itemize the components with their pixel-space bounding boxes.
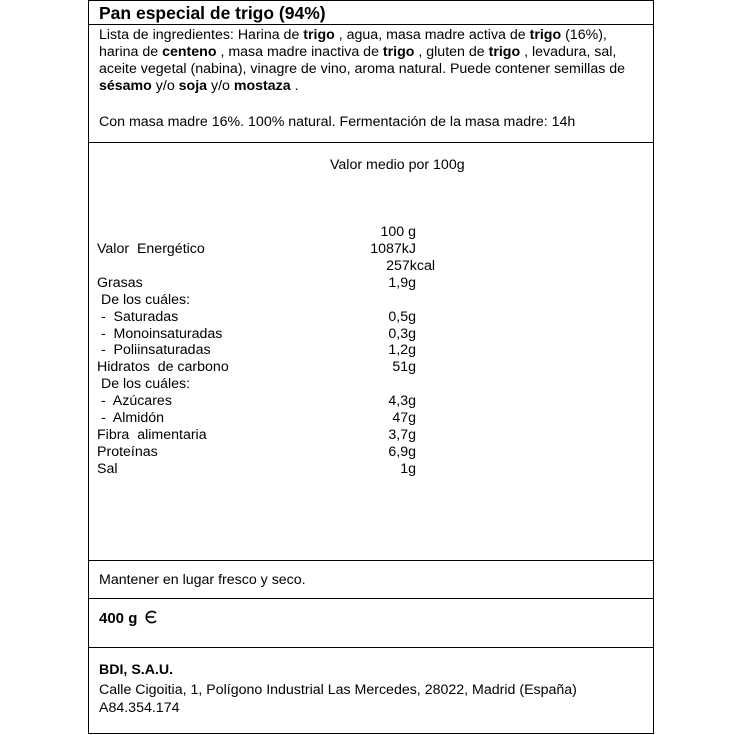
nutrient-value: 1,2g — [388, 342, 416, 359]
nutrient-label: - Saturadas — [97, 308, 179, 325]
nutrient-label: Grasas — [97, 274, 143, 291]
nutrient-label: Proteínas — [97, 443, 158, 460]
ingredient-text: Lista de ingredientes: Harina de — [99, 27, 304, 43]
allergen-text: trigo — [488, 44, 521, 60]
ingredient-text: y/o — [151, 78, 179, 94]
ingredient-text: , gluten de — [414, 44, 489, 60]
net-weight-value: 400 g — [99, 610, 138, 627]
divider — [88, 647, 654, 648]
divider — [88, 560, 654, 561]
nutrient-value: 4,3g — [388, 393, 416, 410]
nutrient-label: - Poliinsaturadas — [97, 342, 211, 359]
nutrient-label: Hidratos de carbono — [97, 359, 229, 376]
allergen-text: centeno — [162, 44, 217, 60]
nutrient-value: 51g — [392, 359, 416, 376]
nutrient-label: De los cuáles: — [97, 291, 191, 308]
divider — [88, 598, 654, 599]
net-weight — [99, 610, 159, 627]
nutrient-value: 0,3g — [388, 325, 416, 342]
nutrient-label: Fibra alimentaria — [97, 426, 207, 443]
nutrient-label: Valor Energético — [97, 241, 205, 257]
estimated-sign-icon — [143, 610, 159, 624]
nutrient-label: - Monoinsaturadas — [97, 325, 223, 342]
allergen-text: soja — [178, 78, 208, 94]
ingredient-text: , masa madre inactiva de — [216, 44, 383, 60]
company-cif: A84.354.174 — [99, 700, 180, 716]
product-title: Pan especial de trigo (94%) — [99, 3, 326, 23]
ingredients-list — [99, 27, 644, 95]
ingredient-text: , agua, masa madre activa de — [334, 27, 530, 43]
company-name: BDI, S.A.U. — [99, 662, 174, 678]
divider — [88, 142, 654, 143]
allergen-text: trigo — [303, 27, 335, 43]
allergen-text: trigo — [529, 27, 562, 43]
claim-text: Con masa madre 16%. 100% natural. Fermentación de la masa madre: 14h — [99, 114, 576, 130]
nutrient-value: 257kcal — [386, 257, 435, 274]
nutrient-value: 1087kJ — [370, 241, 416, 257]
ingredient-text: y/o — [207, 78, 234, 94]
allergen-text: sésamo — [99, 78, 152, 94]
nutrient-label: De los cuáles: — [97, 376, 191, 393]
nutrient-label: - Almidón — [97, 410, 165, 426]
ingredient-text: , levadura, sal, aceite vegetal (nabina), vinagre de vino, aroma natural. Puede contener semillas de — [99, 44, 626, 77]
nutrient-value: 6,9g — [388, 443, 416, 460]
divider — [88, 24, 654, 25]
ingredient-text: . — [290, 78, 299, 94]
nutrient-value: 1g — [400, 460, 416, 477]
ingredient-text: (16%), harina de — [99, 27, 607, 60]
storage-text: Mantener en lugar fresco y seco. — [99, 572, 306, 588]
per-100g-label: 100 g — [380, 224, 416, 240]
allergen-text: trigo — [382, 44, 415, 60]
nutrient-label: - Azúcares — [97, 393, 172, 410]
allergen-text: mostaza — [233, 78, 291, 94]
nutrient-value: 1,9g — [388, 274, 416, 291]
nutrient-value: 3,7g — [388, 426, 416, 443]
nutrient-value: 0,5g — [388, 308, 416, 325]
nutrient-label: Sal — [97, 460, 118, 477]
nutrient-value: 47g — [392, 410, 416, 426]
company-address: Calle Cigoitia, 1, Polígono Industrial Las Mercedes, 28022, Madrid (España) — [99, 682, 577, 698]
nutrition-heading: Valor medio por 100g — [330, 157, 465, 173]
